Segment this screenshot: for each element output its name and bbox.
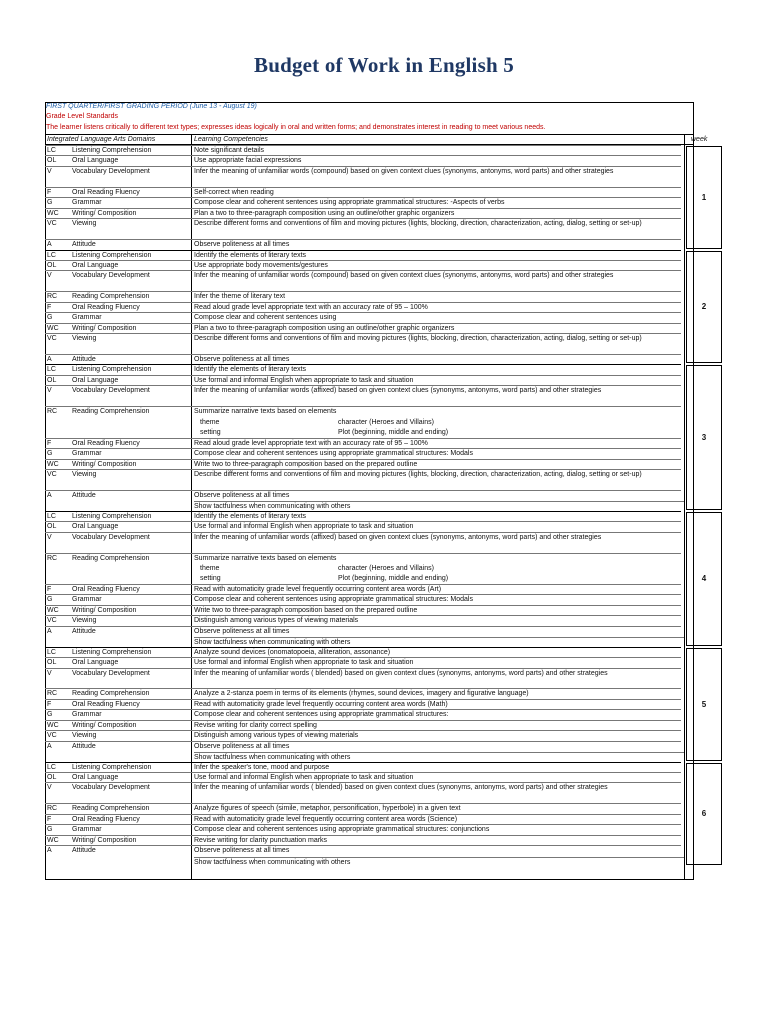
domain-code: A: [47, 241, 52, 249]
competency-text: Observe politeness at all times: [194, 241, 290, 249]
competency-text: Observe politeness at all times: [194, 742, 290, 750]
domain-name: Reading Comprehension: [72, 805, 150, 813]
competency-text: Read aloud grade level appropriate text with an accuracy rate of 95 – 100%: [194, 303, 428, 311]
week-number: 1: [686, 146, 722, 249]
element-item: setting: [200, 575, 221, 583]
domain-code: WC: [47, 324, 59, 332]
week-number: 4: [686, 512, 722, 646]
domain-name: Oral Reading Fluency: [72, 700, 140, 708]
domain-name: Oral Language: [72, 376, 119, 384]
element-item: character (Heroes and Villains): [338, 565, 434, 573]
domain-name: Viewing: [72, 220, 97, 228]
domain-name: Grammar: [72, 596, 102, 604]
domain-code: WC: [47, 460, 59, 468]
competency-text: Read with automaticity grade level frequently occurring content area words (Science): [194, 815, 458, 823]
competency-text: Observe politeness at all times: [194, 627, 290, 635]
domain-name: Attitude: [72, 241, 96, 249]
domain-name: Grammar: [72, 314, 102, 322]
competency-text: Revise writing for clarity punctuation marks: [194, 836, 328, 844]
competency-text: Compose clear and coherent sentences using appropriate grammatical structures: -Aspects of verbs: [194, 199, 505, 207]
competency-text: Observe politeness at all times: [194, 847, 290, 855]
week-number: 2: [686, 251, 722, 364]
domain-name: Vocabulary Development: [72, 669, 150, 677]
domain-name: Reading Comprehension: [72, 554, 150, 562]
table-row: [45, 490, 681, 512]
competency-text: Describe different forms and conventions of film and moving pictures (lights, blocking, direction, characterization, acting, dialog, setting or set-up): [194, 335, 642, 343]
competency-text: Compose clear and coherent sentences using appropriate grammatical structures:: [194, 711, 449, 719]
grade-level-label: Grade Level Standards: [46, 113, 118, 120]
domain-code: WC: [47, 606, 59, 614]
domain-code: OL: [47, 523, 57, 531]
competency-text: Describe different forms and conventions of film and moving pictures (lights, blocking, direction, characterization, acting, dialog, setting or set-up): [194, 470, 642, 478]
table-row: [45, 532, 681, 554]
page-title: Budget of Work in English 5: [253, 53, 514, 77]
domain-code: F: [47, 303, 52, 311]
domain-code: OL: [47, 157, 57, 165]
domain-name: Attitude: [72, 627, 96, 635]
domain-name: Oral Language: [72, 261, 119, 269]
learning-competency: [194, 334, 684, 345]
domain-name: Listening Comprehension: [72, 366, 152, 374]
learning-competency: [194, 846, 684, 868]
domain-code: OL: [47, 774, 57, 781]
domain-name: Oral Language: [72, 157, 119, 165]
domain-code: LC: [47, 512, 56, 520]
domain-code: A: [47, 847, 52, 855]
column-header-domains: Integrated Language Arts Domains: [47, 136, 156, 143]
column-header-week: week: [691, 136, 708, 143]
domain-name: Writing/ Composition: [72, 324, 137, 332]
competency-text: Plan a two to three-paragraph composition using an outline/other graphic organizers: [194, 324, 455, 332]
domain-code: OL: [47, 376, 57, 384]
week-number: 3: [686, 365, 722, 509]
competency-text: Infer the meaning of unfamiliar words (affixed) based on given context clues (synonyms, antonyms, word parts) and other strategies: [194, 387, 602, 395]
domain-name: Vocabulary Development: [72, 784, 150, 792]
domain-name: Vocabulary Development: [72, 533, 150, 541]
domain-code: G: [47, 199, 53, 207]
table-row: [45, 270, 681, 292]
domain-code: OL: [47, 659, 57, 667]
domain-name: Listening Comprehension: [72, 147, 152, 154]
table-row: [45, 333, 681, 355]
competency-text: Read with automaticity grade level frequently occurring content area words (Math): [194, 700, 448, 708]
domain-code: RC: [47, 554, 58, 562]
competency-text: Use formal and informal English when appropriate to task and situation: [194, 774, 414, 781]
domain-name: Viewing: [72, 335, 97, 343]
domain-code: V: [47, 167, 52, 175]
week-number: 6: [686, 763, 722, 866]
competency-text: Read with automaticity grade level frequently occurring content area words (Art): [194, 585, 442, 593]
table-row: [45, 626, 681, 648]
competency-text: Infer the meaning of unfamiliar words (affixed) based on given context clues (synonyms, antonyms, word parts) and other strategies: [194, 533, 602, 541]
competency-text: Infer the meaning of unfamiliar words ( blended) based on given context clues (synonyms, antonyms, word parts) and other strategies: [194, 669, 608, 677]
domain-name: Writing/ Composition: [72, 836, 137, 844]
domain-name: Attitude: [72, 742, 96, 750]
learning-competency: [194, 783, 684, 794]
competency-text: Use appropriate facial expressions: [194, 157, 302, 165]
element-item: setting: [200, 429, 221, 437]
domain-name: Reading Comprehension: [72, 293, 150, 301]
competency-text: Analyze figures of speech (simile, metaphor, personification, hyperbole) in a given text: [194, 805, 461, 813]
learning-competency: [194, 386, 684, 397]
domain-code: G: [47, 596, 53, 604]
domain-code: F: [47, 700, 52, 708]
competency-extra: Show tactfulness when communicating with others: [194, 501, 684, 513]
element-item: theme: [200, 418, 220, 426]
table-row: [45, 845, 681, 867]
domain-name: Grammar: [72, 826, 102, 834]
table-row: [45, 668, 681, 690]
table-row: [45, 469, 681, 491]
learning-competency: [194, 407, 684, 438]
domain-name: Reading Comprehension: [72, 408, 150, 416]
table-row: [45, 385, 681, 407]
competency-text: Plan a two to three-paragraph composition using an outline/other graphic organizers: [194, 209, 455, 217]
competency-text: Infer the speaker's tone, mood and purpose: [194, 763, 330, 771]
competency-text: Compose clear and coherent sentences using appropriate grammatical structures: Modals: [194, 596, 473, 604]
competency-text: Summarize narrative texts based on elements: [194, 554, 337, 562]
domain-name: Vocabulary Development: [72, 167, 150, 175]
domain-code: VC: [47, 335, 57, 343]
competency-text: Compose clear and coherent sentences using appropriate grammatical structures: Modals: [194, 450, 473, 458]
domain-name: Grammar: [72, 450, 102, 458]
domain-code: VC: [47, 617, 57, 625]
element-item: character (Heroes and Villains): [338, 418, 434, 426]
competency-text: Read aloud grade level appropriate text with an accuracy rate of 95 – 100%: [194, 439, 428, 447]
grade-level-standard: The learner listens critically to different text types; expresses ideas logically in oral and written forms; and demonstrates interest in reading to meet various needs.: [46, 124, 546, 131]
competency-text: Use formal and informal English when appropriate to task and situation: [194, 659, 414, 667]
domain-name: Grammar: [72, 199, 102, 207]
quarter-heading: FIRST QUARTER/FIRST GRADING PERIOD (June 13 - August 19): [46, 103, 257, 110]
learning-competency: [194, 219, 684, 230]
competency-text: Identify the elements of literary texts: [194, 512, 307, 520]
competency-extra: Show tactfulness when communicating with others: [194, 637, 684, 649]
competency-text: Self-correct when reading: [194, 188, 274, 196]
element-item: theme: [200, 565, 220, 573]
domain-code: WC: [47, 209, 59, 217]
competency-text: Observe politeness at all times: [194, 356, 290, 363]
competency-text: Use appropriate body movements/gestures: [194, 261, 328, 269]
domain-code: V: [47, 784, 52, 792]
competency-text: Compose clear and coherent sentences using: [194, 314, 337, 322]
learning-competency: [194, 533, 684, 544]
competency-text: Write two to three-paragraph composition based on the prepared outline: [194, 460, 418, 468]
table-row: [45, 406, 681, 438]
learning-competency: [194, 627, 684, 649]
domain-code: V: [47, 669, 52, 677]
competency-text: Use formal and informal English when appropriate to task and situation: [194, 523, 414, 531]
domain-name: Vocabulary Development: [72, 387, 150, 395]
competency-text: Write two to three-paragraph composition based on the prepared outline: [194, 606, 418, 614]
domain-name: Oral Language: [72, 774, 119, 781]
domain-name: Viewing: [72, 617, 97, 625]
domain-code: LC: [47, 251, 56, 259]
domain-code: F: [47, 188, 52, 196]
week-number: 5: [686, 648, 722, 761]
domain-name: Oral Reading Fluency: [72, 439, 140, 447]
domain-name: Viewing: [72, 470, 97, 478]
domain-code: LC: [47, 147, 56, 154]
domain-code: A: [47, 627, 52, 635]
competency-text: Revise writing for clarity correct spelling: [194, 721, 317, 729]
element-item: Plot (beginning, middle and ending): [338, 575, 449, 583]
competency-text: Observe politeness at all times: [194, 491, 290, 499]
domain-name: Attitude: [72, 491, 96, 499]
domain-name: Oral Reading Fluency: [72, 585, 140, 593]
domain-code: OL: [47, 261, 57, 269]
table-row: [45, 782, 681, 804]
competency-text: Infer the meaning of unfamiliar words (compound) based on given context clues (synonyms, antonyms, word parts) and other strategies: [194, 272, 614, 280]
domain-name: Oral Language: [72, 523, 119, 531]
domain-code: F: [47, 815, 52, 823]
domain-code: V: [47, 533, 52, 541]
learning-competency: [194, 554, 684, 585]
domain-code: G: [47, 826, 53, 834]
domain-code: V: [47, 272, 52, 280]
domain-code: A: [47, 742, 52, 750]
competency-text: Distinguish among various types of viewing materials: [194, 732, 359, 740]
competency-text: Describe different forms and conventions of film and moving pictures (lights, blocking, direction, characterization, acting, dialog, setting or set-up): [194, 220, 642, 228]
learning-competency: [194, 167, 684, 178]
learning-competency: [194, 742, 684, 764]
competency-text: Infer the meaning of unfamiliar words (compound) based on given context clues (synonyms, antonyms, word parts) and other strategies: [194, 167, 614, 175]
learning-competency: [194, 669, 684, 680]
competency-text: Identify the elements of literary texts: [194, 366, 307, 374]
domain-code: V: [47, 387, 52, 395]
domain-code: VC: [47, 732, 57, 740]
domain-name: Writing/ Composition: [72, 209, 137, 217]
learning-competency: [194, 491, 684, 513]
column-header-competencies: Learning Competencies: [194, 136, 268, 143]
domain-name: Grammar: [72, 711, 102, 719]
table-row: [45, 166, 681, 188]
domain-code: LC: [47, 763, 56, 771]
element-list-line: [194, 418, 684, 428]
domain-name: Viewing: [72, 732, 97, 740]
domain-name: Oral Reading Fluency: [72, 303, 140, 311]
domain-name: Listening Comprehension: [72, 648, 152, 656]
domain-code: WC: [47, 721, 59, 729]
competency-text: Distinguish among various types of viewing materials: [194, 617, 359, 625]
competency-text: Analyze a 2-stanza poem in terms of its elements (rhymes, sound devices, imagery and figurative language): [194, 690, 529, 698]
competency-text: Infer the theme of literary text: [194, 293, 286, 301]
domain-code: F: [47, 439, 52, 447]
learning-competency: [194, 271, 684, 282]
table-row: [45, 218, 681, 240]
table-row: [45, 741, 681, 763]
domain-name: Listening Comprehension: [72, 251, 152, 259]
column-divider: [684, 134, 685, 880]
domain-code: F: [47, 585, 52, 593]
domain-code: RC: [47, 690, 58, 698]
competency-text: Identify the elements of literary texts: [194, 251, 307, 259]
competency-text: Note significant details: [194, 147, 265, 154]
competency-text: Analyze sound devices (onomatopoeia, alliteration, assonance): [194, 648, 391, 656]
domain-name: Oral Reading Fluency: [72, 815, 140, 823]
domain-code: VC: [47, 470, 57, 478]
domain-name: Attitude: [72, 356, 96, 363]
competency-extra: Show tactfulness when communicating with others: [194, 857, 684, 869]
domain-name: Oral Reading Fluency: [72, 188, 140, 196]
domain-code: WC: [47, 836, 59, 844]
domain-code: G: [47, 711, 53, 719]
competency-text: Compose clear and coherent sentences using appropriate grammatical structures: conjunctions: [194, 826, 490, 834]
domain-name: Attitude: [72, 847, 96, 855]
competency-extra: Show tactfulness when communicating with others: [194, 752, 684, 764]
element-item: Plot (beginning, middle and ending): [338, 429, 449, 437]
domain-code: VC: [47, 220, 57, 228]
domain-name: Reading Comprehension: [72, 690, 150, 698]
competency-text: Infer the meaning of unfamiliar words ( blended) based on given context clues (synonyms, antonyms, word parts) and other strategies: [194, 784, 608, 792]
domain-name: Writing/ Composition: [72, 721, 137, 729]
domain-code: A: [47, 491, 52, 499]
domain-name: Writing/ Composition: [72, 460, 137, 468]
domain-code: RC: [47, 293, 58, 301]
domain-name: Writing/ Composition: [72, 606, 137, 614]
domain-code: RC: [47, 805, 58, 813]
domain-code: G: [47, 314, 53, 322]
table-row: [45, 553, 681, 585]
domain-name: Oral Language: [72, 659, 119, 667]
learning-competency: [194, 470, 684, 481]
domain-code: G: [47, 450, 53, 458]
domain-name: Vocabulary Development: [72, 272, 150, 280]
competency-text: Summarize narrative texts based on elements: [194, 408, 337, 416]
domain-code: A: [47, 356, 52, 363]
column-header-row: [45, 134, 708, 145]
domain-code: LC: [47, 366, 56, 374]
domain-name: Listening Comprehension: [72, 763, 152, 771]
domain-code: LC: [47, 648, 56, 656]
competency-text: Use formal and informal English when appropriate to task and situation: [194, 376, 414, 384]
domain-name: Listening Comprehension: [72, 512, 152, 520]
element-list-line: [194, 564, 684, 574]
domain-code: RC: [47, 408, 58, 416]
